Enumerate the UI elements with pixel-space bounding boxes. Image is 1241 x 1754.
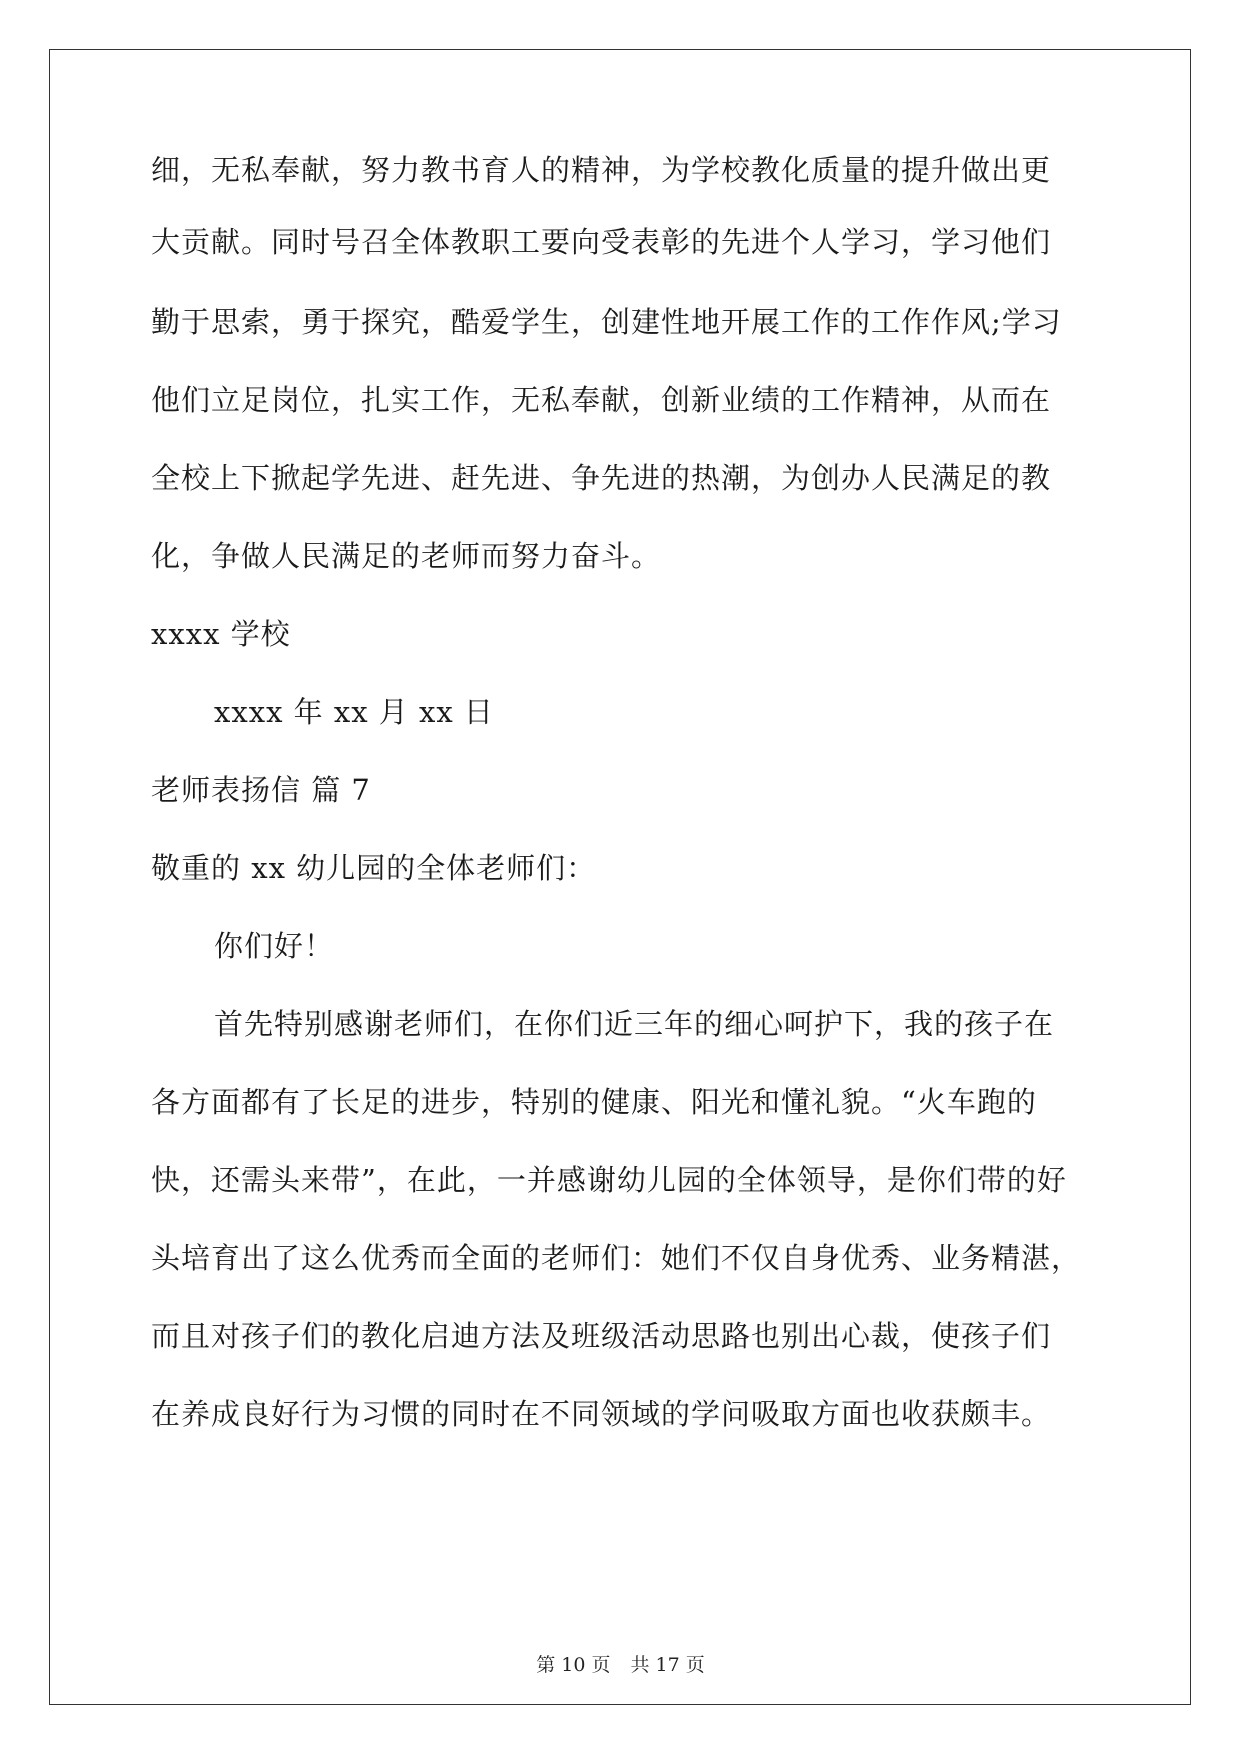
body-line: 勤于思索，勇于探究，酷爱学生，创建性地开展工作的工作作风;学习 <box>151 305 1062 339</box>
page-footer <box>0 1652 1241 1678</box>
greeting: 你们好！ <box>214 929 335 963</box>
body-line: 大贡献。同时号召全体教职工要向受表彰的先进个人学习，学习他们 <box>151 225 1052 259</box>
total-page-count: 共 17 页 <box>630 1654 705 1676</box>
body-line: 他们立足岗位，扎实工作，无私奉献，创新业绩的工作精神，从而在 <box>151 383 1052 417</box>
current-page-number: 第 10 页 <box>536 1654 611 1676</box>
body-line: 各方面都有了长足的进步，特别的健康、阳光和懂礼貌。“火车跑的 <box>151 1085 1037 1119</box>
body-line: 化，争做人民满足的老师而努力奋斗。 <box>151 539 662 573</box>
body-line: 全校上下掀起学先进、赶先进、争先进的热潮，为创办人民满足的教 <box>151 461 1052 495</box>
body-line: 在养成良好行为习惯的同时在不同领域的学问吸取方面也收获颇丰。 <box>151 1397 1052 1431</box>
signature-school: xxxx 学校 <box>151 617 291 651</box>
section-heading: 老师表扬信 篇 7 <box>151 773 371 807</box>
salutation: 敬重的 xx 幼儿园的全体老师们： <box>151 851 597 885</box>
body-line: 快，还需头来带”，在此，一并感谢幼儿园的全体领导，是你们带的好 <box>151 1163 1067 1197</box>
body-line: 头培育出了这么优秀而全面的老师们：她们不仅自身优秀、业务精湛， <box>151 1241 1082 1275</box>
body-line: 首先特别感谢老师们，在你们近三年的细心呵护下，我的孩子在 <box>214 1007 1055 1041</box>
body-line: 细，无私奉献，努力教书育人的精神，为学校教化质量的提升做出更 <box>151 153 1052 187</box>
body-line: 而且对孩子们的教化启迪方法及班级活动思路也别出心裁，使孩子们 <box>151 1319 1052 1353</box>
signature-date: xxxx 年 xx 月 xx 日 <box>214 695 494 729</box>
